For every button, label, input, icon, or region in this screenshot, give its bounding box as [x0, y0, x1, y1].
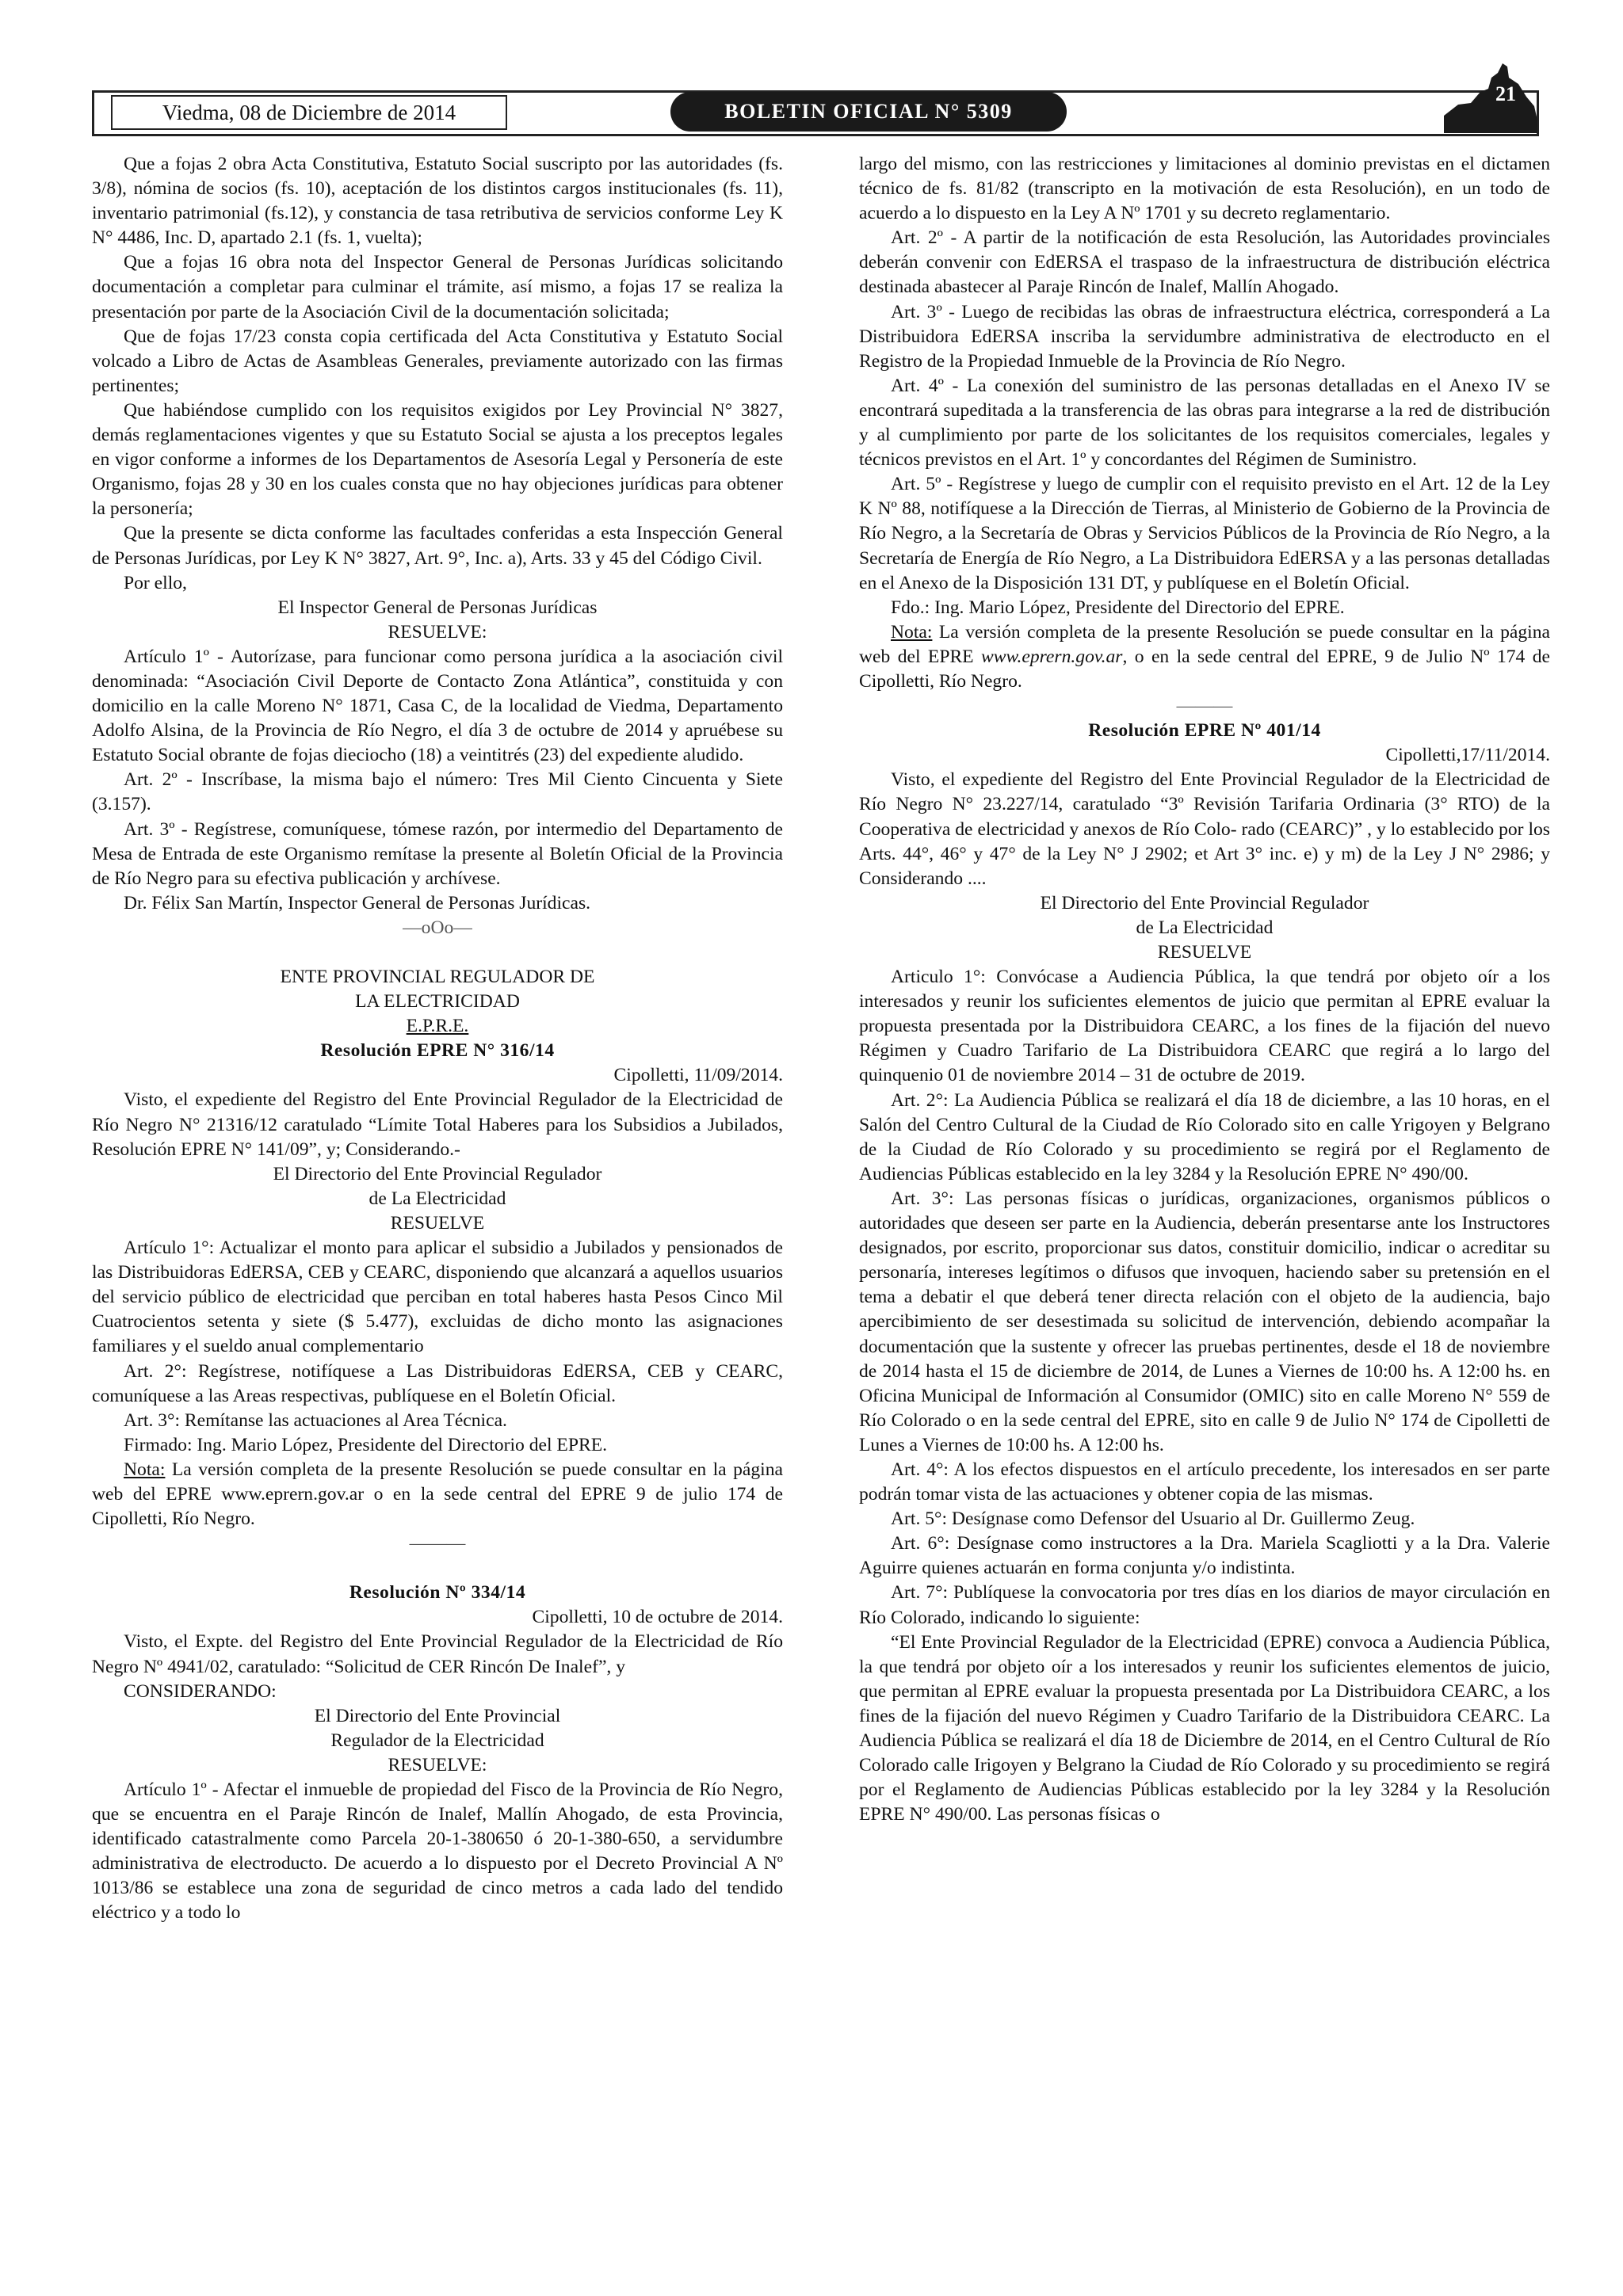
left-column — [92, 152, 783, 1926]
resolution-title: Resolución Nº 334/14 — [349, 1582, 526, 1604]
paragraph: Que a fojas 2 obra Acta Constitutiva, Estatuto Social suscripto por las autoridades (fs. 3/8), nómina de socios (fs. 10), aceptación de los distintos cargos institucionales (fs. 11), inventario patrimonial (fs.12), y constancia de tasa retributiva de servicios conforme Ley K N° 4486, Inc. D, apartado 2.1 (fs. 1, vuelta); — [92, 154, 783, 249]
paragraph: Art. 3°: Las personas físicas o jurídicas, organizaciones, organismos públicos o autoridades que deseen ser parte en la Audiencia, deberán presentarse ante los Instructores designados, por escrito, proporcionar sus datos, constituir domicilio, indicar o acreditar su personaría, intereses legítimos o difusos que invoquen, haciendo saber su pretensión en el tema a debatir el que deberá tener directa relación con el objeto de la audiencia, bajo apercibimiento de ser desestimada su solicitud de intervención, debiendo acompañar la documentación que la sustente y ofrecer las pruebas pertinentes, desde el 18 de noviembre de 2014 hasta el 15 de diciembre de 2014, de Lunes a Viernes de 10:00 hs. A 12:00 hs. en Oficina Municipal de Información al Consumidor (OMIC) sito en calle Moreno N° 559 de Río Colorado o en la sede central del EPRE, sito en calle 9 de Julio N° 174 de Cipolletti de Lunes a Viernes de 10:00 hs. A 12:00 hs. — [859, 1188, 1550, 1455]
paragraph: Que la presente se dicta conforme las facultades conferidas a esta Inspección General de Personas Jurídicas, por Ley K N° 3827, Art. 9°, Inc. a), Arts. 33 y 45 del Código Civil. — [92, 523, 783, 569]
paragraph: Visto, el expediente del Registro del Ente Provincial Regulador de la Electricidad de Río Negro N° 23.227/14, caratulado “3º Revisión Tarifaria Ordinaria (3° RTO) de la Cooperativa de electricidad y anexos de Río Colo- rado (CEARC)” , y lo establecido por los Arts. 44°, 46° y 47° de la Ley N° J 2902; et Art 3° inc. e) y m) de la Ley J N° 2986; y Considerando .... — [859, 769, 1550, 889]
signature-line: Dr. Félix San Martín, Inspector General de Personas Jurídicas. — [124, 892, 591, 913]
paragraph: Art. 7°: Publíquese la convocatoria por tres días en los diarios de mayor circulación en Río Colorado, indicando lo siguiente: — [859, 1582, 1550, 1628]
section-heading: El Directorio del Ente Provincial Regulador — [1040, 892, 1369, 913]
paragraph: Art. 2°: Regístrese, notifíquese a Las Distribuidoras EdERSA, CEB y CEARC, comuníquese a las Areas respectivas, publíquese en el Boletín Oficial. — [92, 1360, 783, 1406]
paragraph: Art. 4°: A los efectos dispuestos en el artículo precedente, los interesados en ser parte podrán tomar vista de las actuaciones y obtener copia de las mismas. — [859, 1459, 1550, 1505]
note-label: Nota: — [891, 621, 933, 643]
resolution-title: Resolución EPRE Nº 401/14 — [1088, 720, 1321, 742]
note-paragraph — [92, 1458, 783, 1531]
section-heading: El Directorio del Ente Provincial — [314, 1705, 561, 1726]
paragraph: Art. 2º - A partir de la notificación de esta Resolución, las Autoridades provinciales deberán convenir con EdERSA el traspaso de la infraestructura de distribución eléctrica destinada abastecer al Paraje Rincón de Inalef, Mallín Ahogado. — [859, 227, 1550, 298]
paragraph: “El Ente Provincial Regulador de la Electricidad (EPRE) convoca a Audiencia Pública, la que tendrá por objeto oír a los interesados y reunir los suficientes elementos de juicio, que permitan al EPRE evaluar la propuesta presentada por La Distribuidora CEARC, a los fines de la fijación del nuevo Régimen y Cuadro Tarifario de la Distribuidora CEARC. La Audiencia Pública se realizará el día 18 de Diciembre de 2014, en el Centro Cultural de Río Colorado calle Irigoyen y Belgrano la Ciudad de Río Colorado y su procedimiento se regirá por el Reglamento de Audiencias Públicas establecido por la ley 3284 y la Resolución EPRE N° 490/00. Las personas físicas o — [859, 1631, 1550, 1825]
separator: ——— — [409, 1533, 466, 1554]
resolution-title: Resolución EPRE N° 316/14 — [320, 1040, 555, 1062]
paragraph: Artículo 1º - Autorízase, para funcionar como persona jurídica a la asociación civil denominada: “Asociación Civil Deporte de Contacto Zona Atlántica”, constituida y con domicilio en la calle Moreno N° 1871, Casa C, de la localidad de Viedma, Departamento Adolfo Alsina, de la Provincia de Río Negro, el día 3 de octubre de 2014 y apruébese su Estatuto Social obrante de fojas dieciocho (18) a veintitrés (23) del expediente aludido. — [92, 646, 783, 766]
paragraph: Art. 2°: La Audiencia Pública se realizará el día 18 de diciembre, a las 10 horas, en el Salón del Centro Cultural de la Ciudad de Río Colorado sito en calle Yrigoyen y Belgrano de la Ciudad de Río Colorado y su procedimiento se regirá por el Reglamento de Audiencias Públicas establecido en la ley 3284 y la Resolución EPRE N° 490/00. — [859, 1089, 1550, 1184]
paragraph: Art. 3º - Luego de recibidas las obras de infraestructura eléctrica, corresponderá a La Distribuidora EdERSA inscriba la servidumbre administrativa de electroducto en el Registro de la Propiedad Inmueble de la Provincia de Río Negro. — [859, 301, 1550, 372]
issue-date: Viedma, 08 de Diciembre de 2014 — [111, 95, 507, 130]
section-heading: El Directorio del Ente Provincial Regulador — [273, 1163, 602, 1184]
note-label: Nota: — [124, 1459, 166, 1480]
note-text: La versión completa de la presente Resolución se puede consultar en la página web del EPRE www.eprern.gov.ar o en la sede central del EPRE 9 de julio 174 de Cipolletti, Río Negro. — [92, 1459, 783, 1530]
section-heading: LA ELECTRICIDAD — [355, 991, 520, 1013]
bulletin-title: BOLETIN OFICIAL N° 5309 — [670, 92, 1067, 132]
paragraph: Que de fojas 17/23 consta copia certificada del Acta Constitutiva y Estatuto Social volcado a Libro de Actas de Asambleas Generales, previamente autorizado con las firmas pertinentes; — [92, 326, 783, 396]
paragraph: Que a fojas 16 obra nota del Inspector General de Personas Jurídicas solicitando documentación a completar para culminar el trámite, así mismo, a fojas 17 se realiza la presentación por parte de la Asociación Civil de la documentación solicitada; — [92, 252, 783, 322]
page-header — [92, 78, 1539, 136]
paragraph: Articulo 1°: Convócase a Audiencia Pública, la que tendrá por objeto oír a los interesados y reunir los suficientes elementos de juicio que permitan al EPRE evaluar la propuesta presentada por la Distribuidora CEARC, a los fines de la fijación del nuevo Régimen y Cuadro Tarifario de La Distribuidora CEARC que regirá a lo largo del quinquenio 01 de noviembre 2014 – 31 de octubre de 2019. — [859, 967, 1550, 1086]
paragraph: CONSIDERANDO: — [124, 1680, 277, 1702]
paragraph: Art. 3º - Regístrese, comuníquese, tómese razón, por intermedio del Departamento de Mesa de Entrada de este Organismo remítase la presente al Boletín Oficial de la Provincia de Río Negro para su efectiva publicación y archívese. — [92, 818, 783, 889]
note-paragraph — [859, 620, 1550, 694]
section-heading: ENTE PROVINCIAL REGULADOR DE — [280, 967, 595, 987]
web-address: www.eprern.gov.ar — [980, 646, 1123, 667]
paragraph: Artículo 1º - Afectar el inmueble de propiedad del Fisco de la Provincia de Río Negro, que se encuentra en el Paraje Rincón de Inalef, Mallín Ahogado, de esta Provincia, identificado catastralmente como Parcela 20-1-380650 ó 20-1-380-650, a servidumbre administrativa de electroducto. De acuerdo a lo dispuesto por el Decreto Provincial A Nº 1013/86 se establece una zona de seguridad de cinco metros a cada lado del tendido eléctrico y a todo lo — [92, 1779, 783, 1924]
paragraph: Que habiéndose cumplido con los requisitos exigidos por Ley Provincial N° 3827, demás reglamentaciones vigentes y que su Estatuto Social se ajusta a los preceptos legales en vigor conforme a informes de los Departamentos de Asesoría Legal y Personería de este Organismo, fojas 28 y 30 en los cuales consta que no hay objeciones jurídicas para obtener la personería; — [92, 399, 783, 520]
paragraph: Art. 2º - Inscríbase, la misma bajo el número: Tres Mil Ciento Cincuenta y Siete (3.157). — [92, 769, 783, 815]
page-number: 21 — [1495, 82, 1516, 105]
paragraph: Visto, el expediente del Registro del Ente Provincial Regulador de la Electricidad de Río Negro N° 21316/12 caratulado “Límite Total Haberes para los Subsidios a Jubilados, Resolución EPRE N° 141/09”, y; Considerando.- — [92, 1089, 783, 1160]
section-heading: RESUELVE — [390, 1212, 485, 1234]
paragraph: Art. 5º - Regístrese y luego de cumplir con el requisito previsto en el Art. 12 de la Ley K Nº 88, notifíquese a la Dirección de Tierras, al Ministerio de Gobierno de la Provincia de Río Negro, a la Secretaría de Obras y Servicios Públicos de la Provincia de Río Negro, a la Secretaría de Energía de Río Negro, a La Distribuidora EdERSA y a las personas detalladas en el Anexo de la Disposición 131 DT, y publíquese en el Boletín Oficial. — [859, 474, 1550, 593]
separator: —oOo— — [403, 917, 472, 938]
note-text: , o en la sede central del EPRE, 9 de Julio Nº 174 de Cipolletti, Río Negro. — [859, 646, 1550, 692]
paragraph: Art. 3°: Remítanse las actuaciones al Area Técnica. — [124, 1409, 507, 1431]
resolution-date: Cipolletti,17/11/2014. — [1385, 745, 1550, 766]
paragraph: Art. 4º - La conexión del suministro de las personas detalladas en el Anexo IV se encontrará supeditada a la transferencia de las obras para integrarse a la red de distribución y al cumplimiento por parte de los solicitantes de los requisitos comerciales, legales y técnicos previstos en el Art. 1º y concordantes del Régimen de Suministro. — [859, 375, 1550, 471]
signature-line: Firmado: Ing. Mario López, Presidente del Directorio del EPRE. — [124, 1434, 608, 1455]
resolution-date: Cipolletti, 10 de octubre de 2014. — [532, 1607, 783, 1628]
section-heading: El Inspector General de Personas Jurídicas — [277, 597, 598, 618]
section-heading: RESUELVE: — [388, 1754, 487, 1775]
section-heading: Regulador de la Electricidad — [330, 1730, 544, 1751]
section-heading: de La Electricidad — [369, 1188, 506, 1209]
paragraph: Art. 6°: Desígnase como instructores a la Dra. Mariela Scagliotti y a la Dra. Valerie Aguirre quienes actuarán en forma conjunta y/o indistinta. — [859, 1533, 1550, 1579]
signature-line: Fdo.: Ing. Mario López, Presidente del Directorio del EPRE. — [891, 597, 1345, 618]
section-heading: RESUELVE — [1157, 942, 1252, 963]
section-heading: E.P.R.E. — [406, 1016, 469, 1037]
note-text: La versión completa de la presente Resolución se puede consultar en la página web del EPRE — [859, 621, 1550, 667]
paragraph: Artículo 1°: Actualizar el monto para aplicar el subsidio a Jubilados y pensionados de las Distribuidoras EdERSA, CEB y CEARC, disponiendo que alcanzará a aquellos usuarios del servicio público de electricidad que perciban en total haberes hasta Pesos Cinco Mil Cuatrocientos setenta y siete ($ 5.477), excluidas de dicho monto las asignaciones familiares y el sueldo anual complementario — [92, 1238, 783, 1357]
paragraph: largo del mismo, con las restricciones y limitaciones al dominio previstas en el dictamen técnico de fs. 81/82 (transcripto en la motivación de esta Resolución), en un todo de acuerdo a lo dispuesto en la Ley A Nº 1701 y su decreto reglamentario. — [859, 154, 1550, 224]
separator: ——— — [1176, 696, 1233, 717]
section-heading: RESUELVE: — [388, 621, 487, 643]
right-column — [859, 152, 1550, 1827]
paragraph: Art. 5°: Desígnase como Defensor del Usuario al Dr. Guillermo Zeug. — [891, 1508, 1415, 1530]
paragraph: Por ello, — [124, 572, 187, 593]
paragraph: Visto, el Expte. del Registro del Ente Provincial Regulador de la Electricidad de Río Negro Nº 4941/02, caratulado: “Solicitud de CER Rincón De Inalef”, y — [92, 1631, 783, 1677]
resolution-date: Cipolletti, 11/09/2014. — [613, 1065, 783, 1086]
section-heading: de La Electricidad — [1136, 917, 1274, 938]
